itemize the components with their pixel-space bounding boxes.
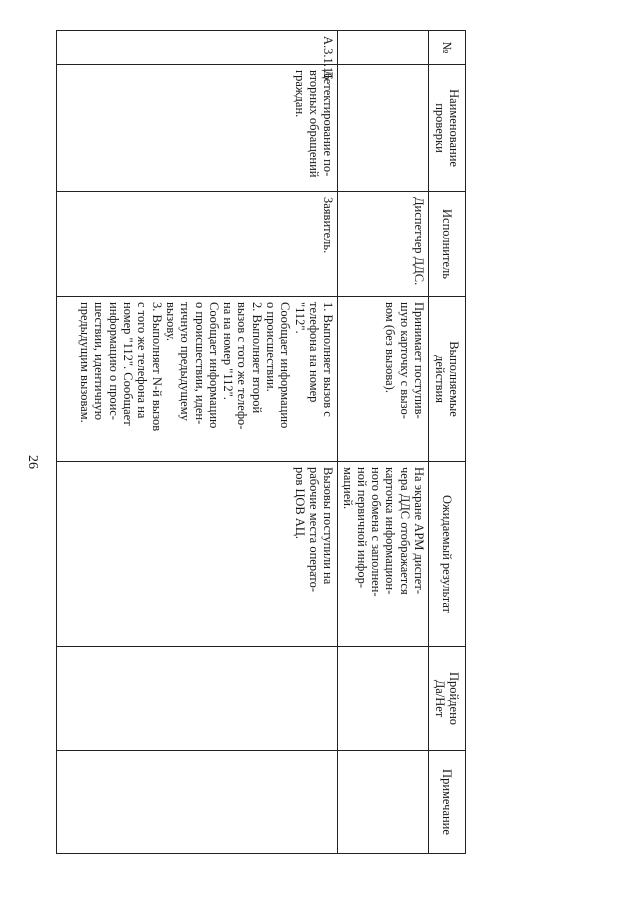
cell-number	[338, 31, 429, 65]
cell-check-name: Детектирование по- вторных обращений граждан.	[57, 65, 338, 192]
cell-executor: Заявитель.	[57, 192, 338, 297]
cell-expected-result: На экране АРМ диспет- чера ДДС отображается карточка информацион- ного обмена с заполнен- ной первичной инфор- мацией.	[338, 462, 429, 647]
header-note: Примечание	[429, 751, 466, 854]
table-frame	[56, 30, 466, 853]
cell-note	[338, 751, 429, 854]
cell-number: А.3.1.16	[57, 31, 338, 65]
cell-check-name	[338, 65, 429, 192]
header-row	[429, 31, 466, 854]
cell-executor: Диспетчер ДДС.	[338, 192, 429, 297]
cell-passed	[57, 647, 338, 751]
header-check-name: Наименование проверки	[429, 65, 466, 192]
rotated-table-container	[56, 30, 466, 853]
cell-actions: 1. Выполняет вызов с телефона на номер "112". Сообщает информацию о происшествии. 2. Выполняет второй вызов с того же телефо- на на номер "112". Сообщает информацию о происшествии, иден- тичную предыдущему вызову. 3. Выполняет N-й вызов с того же телефона на номер "112". Сообщает информацию о проис- шествии, идентичную предыдущим вызовам.	[57, 297, 338, 462]
cell-passed	[338, 647, 429, 751]
table-row	[338, 31, 429, 854]
header-number: №	[429, 31, 466, 65]
header-actions: Выполняемые действия	[429, 297, 466, 462]
test-table	[56, 30, 466, 854]
cell-actions: Принимает поступив- шую карточку с вызо- вом (без вызова).	[338, 297, 429, 462]
header-executor: Исполнитель	[429, 192, 466, 297]
header-expected-result: Ожидаемый результат	[429, 462, 466, 647]
cell-expected-result: Вызовы поступили на рабочие места операто- ров ЦОВ АЦ.	[57, 462, 338, 647]
header-passed: Пройдено Да/Нет	[429, 647, 466, 751]
cell-note	[57, 751, 338, 854]
page-number: 26	[25, 455, 40, 469]
table-row	[57, 31, 338, 854]
